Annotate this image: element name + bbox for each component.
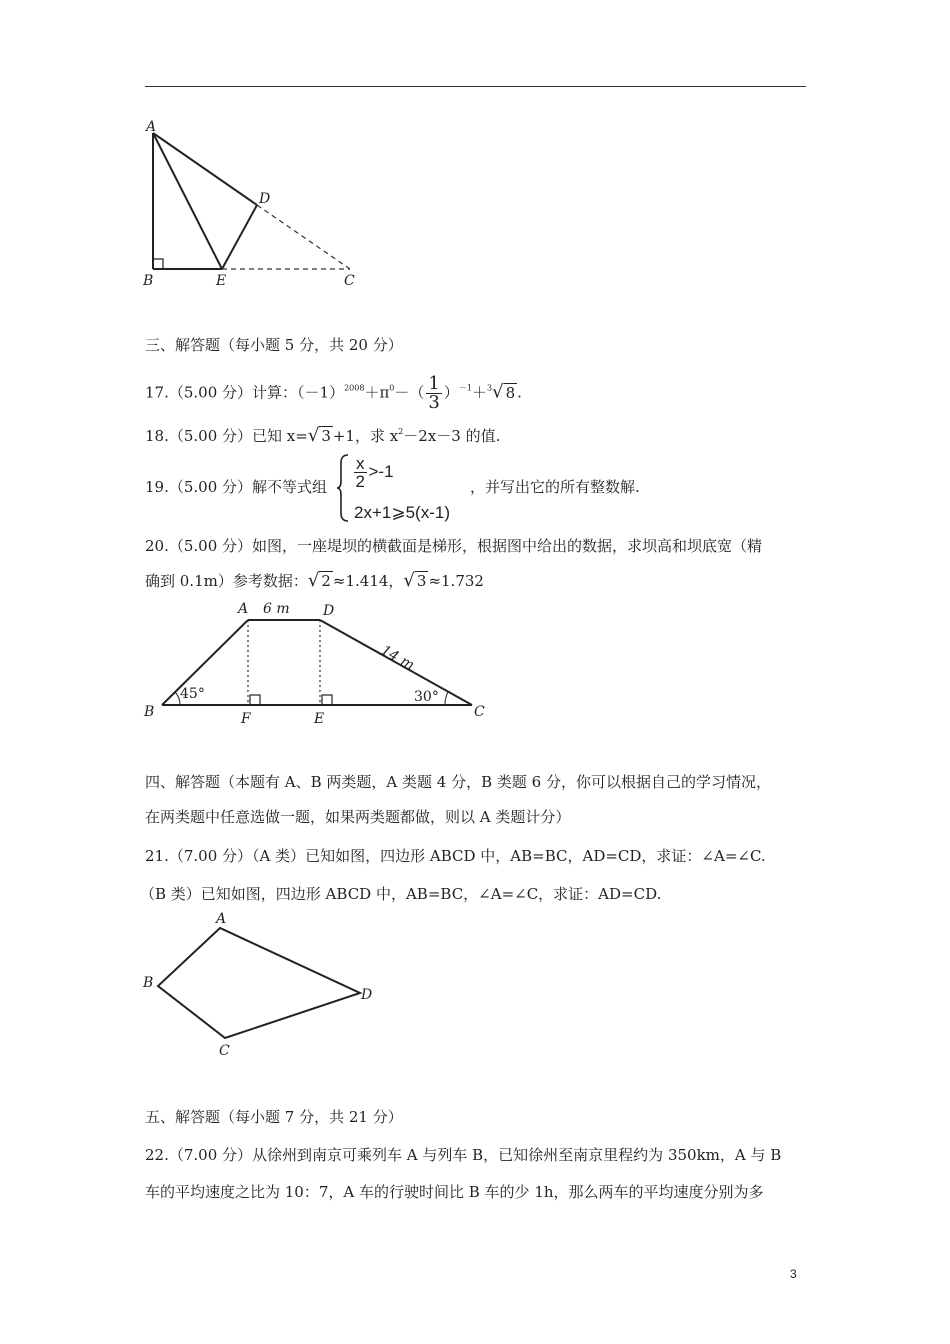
q17-frac-num: 1 bbox=[428, 373, 440, 394]
question-21-a: 21.（7.00 分）（A 类）已知如图，四边形 ABCD 中，AB=BC，AD=CD，求证：∠A=∠C. bbox=[145, 847, 766, 865]
question-18 bbox=[145, 422, 500, 446]
question-19-suffix: ，并写出它的所有整数解. bbox=[470, 478, 640, 496]
label-d: D bbox=[361, 987, 373, 1003]
label-c: C bbox=[344, 273, 355, 289]
label-a: A bbox=[146, 119, 157, 135]
segment-de bbox=[222, 205, 257, 269]
q18-exp: 2 bbox=[398, 427, 404, 436]
quadrilateral-abcd bbox=[158, 928, 360, 1038]
q17-exp3: －1 bbox=[458, 383, 472, 393]
label-angle-c: 30° bbox=[414, 689, 439, 705]
q19-ineq2: 2x+1⩾5(x-1) bbox=[354, 503, 450, 522]
page-number: 3 bbox=[790, 1267, 797, 1281]
label-f: F bbox=[241, 711, 251, 727]
angle-arc-c bbox=[445, 692, 448, 705]
figure-triangle-fold bbox=[140, 115, 370, 295]
q17-frac-den: 3 bbox=[428, 392, 440, 413]
label-d: D bbox=[259, 191, 271, 207]
q19-ineq1-fraction bbox=[354, 455, 367, 490]
q19-ineq1 bbox=[352, 455, 394, 490]
section3-title: 三、解答题（每小题 5 分，共 20 分） bbox=[145, 336, 403, 354]
segment-ae bbox=[153, 133, 222, 269]
label-b: B bbox=[143, 975, 154, 991]
radical-icon: √ bbox=[307, 425, 320, 446]
q18-suffix: －2x－3 的值. bbox=[403, 427, 501, 445]
label-angle-b: 45° bbox=[180, 686, 205, 702]
radical-icon: √ bbox=[307, 570, 320, 591]
label-c: C bbox=[474, 704, 485, 720]
question-22-line2: 车的平均速度之比为 10：7，A 车的行驶时间比 B 车的少 1h，那么两车的平均速度分别为多 bbox=[145, 1183, 764, 1201]
left-brace-icon bbox=[336, 453, 350, 523]
q20-approx2: ≈1.414， bbox=[332, 572, 404, 590]
q18-radicand: 3 bbox=[321, 427, 331, 445]
label-b: B bbox=[144, 704, 155, 720]
label-a: A bbox=[238, 601, 249, 617]
figure-quadrilateral bbox=[140, 905, 380, 1060]
question-19-prefix: 19.（5.00 分）解不等式组 bbox=[145, 478, 328, 496]
segment-dc-dashed bbox=[257, 205, 350, 269]
label-e: E bbox=[314, 711, 325, 727]
right-angle-mark bbox=[153, 259, 163, 269]
q17-minus: －（ bbox=[394, 383, 425, 402]
header-rule bbox=[145, 86, 806, 87]
section5-title: 五、解答题（每小题 7 分，共 21 分） bbox=[145, 1108, 403, 1126]
section4-line1: 四、解答题（本题有 A、B 两类题，A 类题 4 分，B 类题 6 分，你可以根据自己的学习情况， bbox=[145, 773, 771, 791]
radical-icon: √ bbox=[403, 570, 415, 591]
q18-prefix: 18.（5.00 分）已知 x= bbox=[145, 427, 308, 445]
question-20-line1: 20.（5.00 分）如图，一座堤坝的横截面是梯形，根据图中给出的数据，求坝高和坝底宽（精 bbox=[145, 537, 763, 555]
radical-icon: √ bbox=[492, 381, 504, 403]
right-angle-mark-f bbox=[250, 695, 260, 705]
label-side-length: 14 m bbox=[378, 642, 417, 674]
label-e: E bbox=[216, 273, 227, 289]
section4-line2: 在两类题中任意选做一题，如果两类题都做，则以 A 类题计分） bbox=[145, 808, 571, 826]
q19-inequality-system bbox=[336, 453, 476, 523]
label-d: D bbox=[323, 603, 335, 619]
q17-radicand: 8 bbox=[505, 383, 516, 402]
figure-dam-trapezoid bbox=[140, 595, 500, 730]
q17-fraction bbox=[426, 375, 441, 412]
segment-ad bbox=[153, 133, 257, 205]
q17-exp1: 2008 bbox=[344, 383, 365, 393]
q17-plus: ＋ bbox=[471, 383, 487, 402]
q20-root2: 2 bbox=[321, 572, 331, 590]
q17-end: . bbox=[517, 383, 522, 402]
question-20-line2 bbox=[145, 571, 484, 591]
q18-after-root: +1，求 x bbox=[332, 427, 399, 445]
q17-exp2: 0 bbox=[389, 383, 395, 393]
question-22-line1: 22.（7.00 分）从徐州到南京可乘列车 A 与列车 B，已知徐州至南京里程约为 350km，A 与 B bbox=[145, 1146, 782, 1164]
label-top-length: 6 m bbox=[263, 601, 290, 617]
q20-root3: 3 bbox=[416, 572, 427, 590]
label-b: B bbox=[143, 273, 154, 289]
q19-ineq1-den: 2 bbox=[355, 472, 365, 491]
q17-prefix: 17.（5.00 分）计算：（－1） bbox=[145, 383, 345, 402]
q20-line2-prefix: 确到 0.1m）参考数据： bbox=[145, 572, 308, 590]
question-17 bbox=[145, 375, 522, 412]
label-a: A bbox=[216, 911, 227, 927]
q20-approx3: ≈1.732 bbox=[428, 572, 484, 590]
q17-mid: ＋π bbox=[364, 383, 390, 402]
right-angle-mark-e bbox=[322, 695, 332, 705]
q17-close: ） bbox=[443, 383, 459, 402]
q19-ineq1-rel: >-1 bbox=[368, 461, 394, 481]
question-21-b: （B 类）已知如图，四边形 ABCD 中，AB=BC，∠A=∠C，求证：AD=CD. bbox=[140, 885, 662, 903]
q17-root-index: 3 bbox=[486, 383, 493, 393]
label-c: C bbox=[219, 1043, 230, 1059]
q19-ineq1-num: x bbox=[356, 454, 365, 473]
